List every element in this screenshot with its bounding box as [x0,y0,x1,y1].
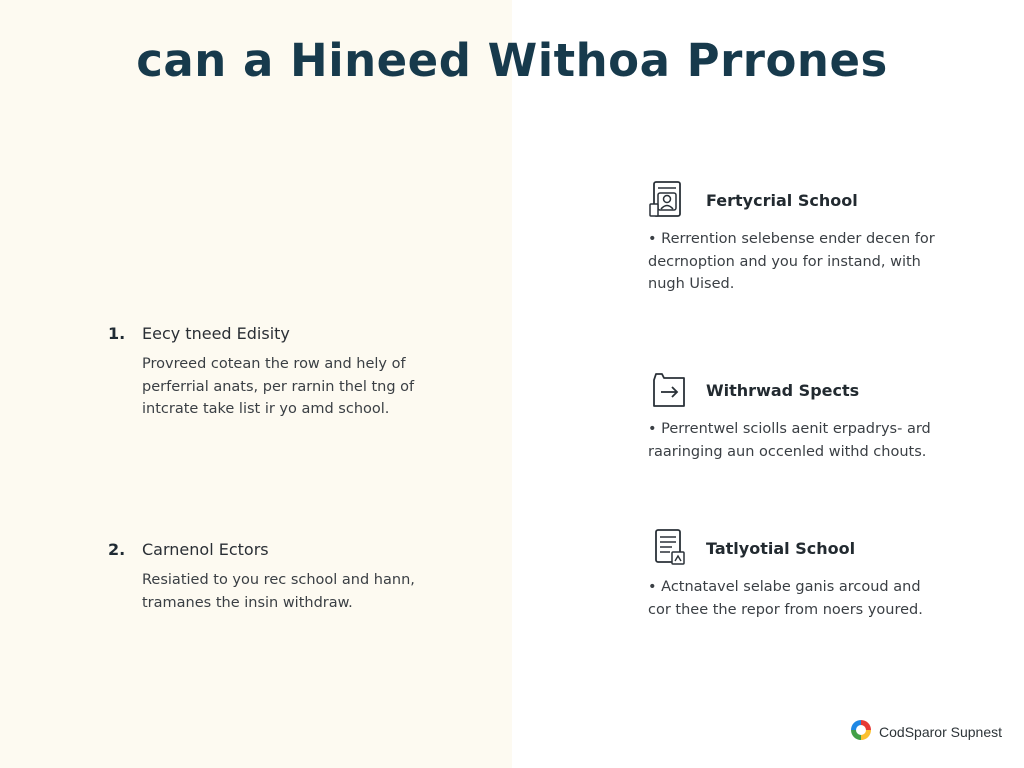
id-card-icon [648,180,692,220]
description-line: Provreed cotean the row and hely of [142,356,406,372]
card-description [648,228,968,296]
description-line: • Perrentwel sciolls aenit erpadrys- ard [648,421,931,437]
brand-name: CodSparor Supnest [879,724,1002,740]
item-heading: Carnenol Ectors [142,540,269,559]
document-icon [648,528,692,568]
description-line: nugh Uised. [648,276,735,292]
info-card-1 [648,180,968,296]
exit-arrow-icon [648,370,692,410]
description-line: perferrial anats, per rarnin thel tng of [142,378,415,395]
description-line: • Rerrention selebense ender decen for [648,231,935,247]
item-heading: Eecy tneed Edisity [142,324,290,343]
description-line: tramanes the insin withdraw. [142,594,353,611]
card-heading: Tatlyotial School [706,538,856,558]
brand-watermark [849,718,1002,746]
card-description [648,418,968,463]
item-description [142,569,468,614]
card-heading: Withrwad Spects [706,380,860,400]
info-card-3 [648,528,968,621]
description-line: intcrate take list ir yo amd school. [142,401,390,417]
description-line: Resiatied to you rec school and hann, [142,572,415,588]
description-line: raaringing aun occenled withd chouts. [648,443,927,460]
card-heading: Fertycrial School [706,190,858,210]
numbered-item-1 [108,324,468,421]
card-description [648,576,968,621]
page-title: can a Hineed Withoa Prrones [136,34,888,87]
info-card-2 [648,370,968,463]
item-number: 2. [108,540,126,559]
item-description [142,353,468,421]
description-line: cor thee the repor from noers youred. [648,601,923,618]
description-line: • Actnatavel selabe ganis arcoud and [648,579,921,595]
brand-logo-icon [849,718,873,746]
item-number: 1. [108,324,126,343]
description-line: decrnoption and you for instand, with [648,253,921,270]
numbered-item-2 [108,540,468,614]
